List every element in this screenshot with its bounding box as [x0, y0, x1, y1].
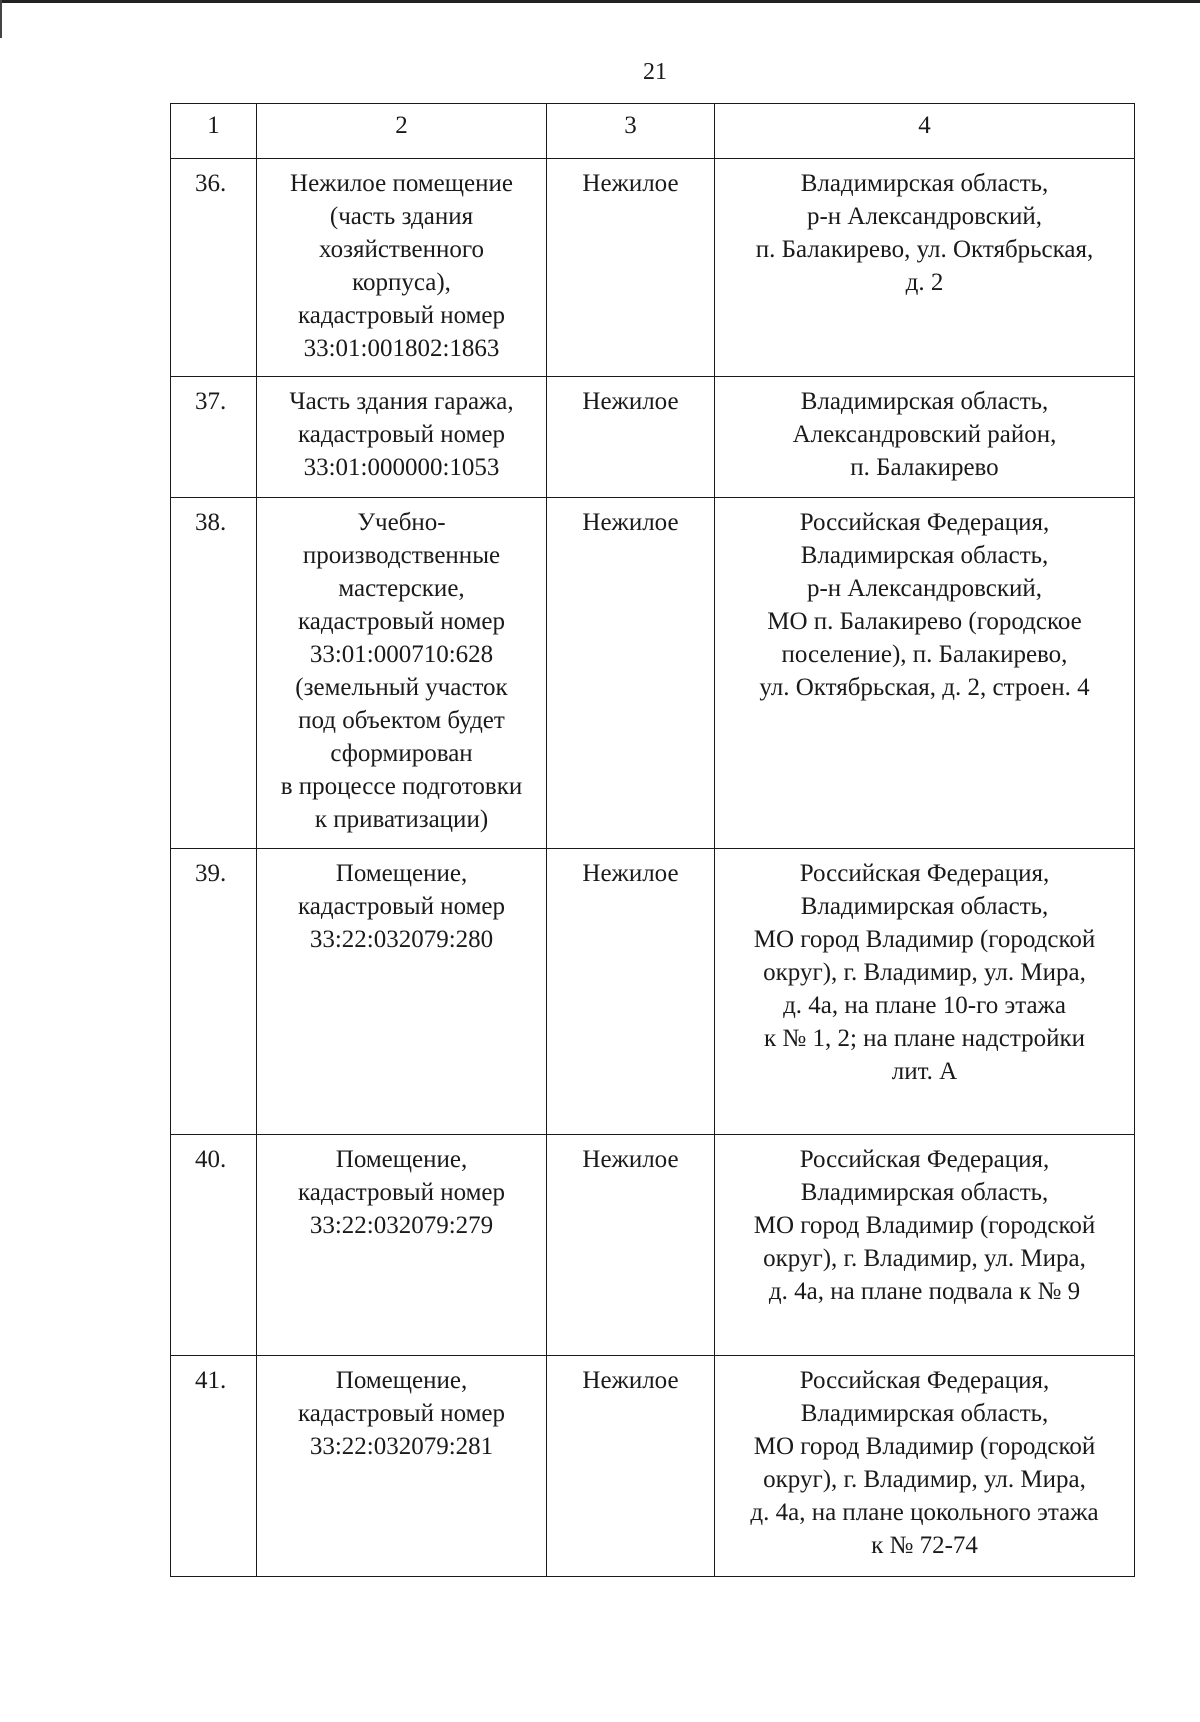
object-name-cell: Помещение, кадастровый номер 33:22:032079:280	[257, 849, 547, 1135]
column-header: 3	[547, 104, 715, 159]
column-header: 1	[171, 104, 257, 159]
object-type-cell: Нежилое	[547, 1356, 715, 1577]
address-cell: Российская Федерация, Владимирская область, МО город Владимир (городской округ), г. Владимир, ул. Мира, д. 4а, на плане подвала к № 9	[715, 1135, 1135, 1356]
object-type-cell: Нежилое	[547, 377, 715, 498]
row-number: 39.	[171, 849, 257, 1135]
table-row	[171, 159, 1135, 377]
address-cell: Российская Федерация, Владимирская область, МО город Владимир (городской округ), г. Владимир, ул. Мира, д. 4а, на плане 10-го этажа к № 1, 2; на плане надстройки лит. А	[715, 849, 1135, 1135]
table-row	[171, 377, 1135, 498]
column-header: 4	[715, 104, 1135, 159]
object-type-cell: Нежилое	[547, 498, 715, 849]
table-row	[171, 849, 1135, 1135]
table-row	[171, 1135, 1135, 1356]
row-number: 40.	[171, 1135, 257, 1356]
object-type-cell: Нежилое	[547, 849, 715, 1135]
object-type-cell: Нежилое	[547, 159, 715, 377]
row-number: 36.	[171, 159, 257, 377]
address-cell: Российская Федерация, Владимирская область, МО город Владимир (городской округ), г. Владимир, ул. Мира, д. 4а, на плане цокольного этажа к № 72-74	[715, 1356, 1135, 1577]
object-name-cell: Нежилое помещение (часть здания хозяйственного корпуса), кадастровый номер 33:01:001802:1863	[257, 159, 547, 377]
object-name-cell: Помещение, кадастровый номер 33:22:032079:279	[257, 1135, 547, 1356]
page-number: 21	[643, 59, 667, 85]
table-row	[171, 498, 1135, 849]
address-cell: Российская Федерация, Владимирская область, р-н Александровский, МО п. Балакирево (городское поселение), п. Балакирево, ул. Октябрьская, д. 2, строен. 4	[715, 498, 1135, 849]
scan-edge-mark	[0, 0, 2, 38]
row-number: 37.	[171, 377, 257, 498]
row-number: 38.	[171, 498, 257, 849]
table-header-row	[171, 104, 1135, 159]
address-cell: Владимирская область, р-н Александровский, п. Балакирево, ул. Октябрьская, д. 2	[715, 159, 1135, 377]
row-number: 41.	[171, 1356, 257, 1577]
object-type-cell: Нежилое	[547, 1135, 715, 1356]
table-row	[171, 1356, 1135, 1577]
column-header: 2	[257, 104, 547, 159]
property-table	[170, 103, 1135, 1577]
top-border-line	[0, 0, 1200, 3]
object-name-cell: Помещение, кадастровый номер 33:22:032079:281	[257, 1356, 547, 1577]
object-name-cell: Часть здания гаража, кадастровый номер 33:01:000000:1053	[257, 377, 547, 498]
address-cell: Владимирская область, Александровский район, п. Балакирево	[715, 377, 1135, 498]
object-name-cell: Учебно- производственные мастерские, кадастровый номер 33:01:000710:628 (земельный участок под объектом будет сформирован в процессе подготовки к приватизации)	[257, 498, 547, 849]
